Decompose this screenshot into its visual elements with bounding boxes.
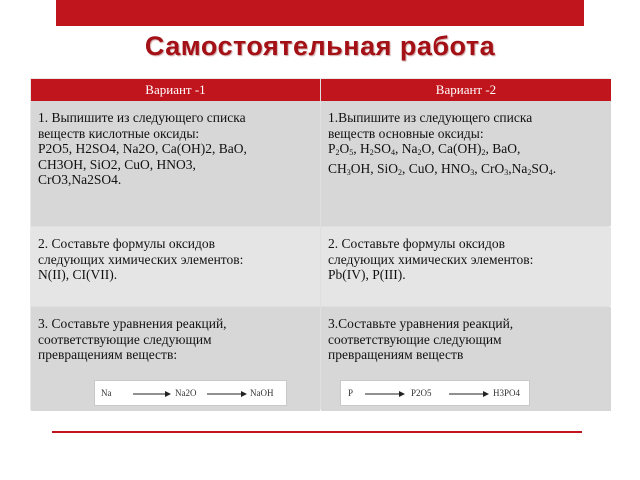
text-line: 2. Составьте формулы оксидов xyxy=(328,236,506,251)
text-line: 3. Составьте уравнения реакций, xyxy=(38,316,227,331)
variants-table xyxy=(30,78,610,410)
formula-line: $P_2O_5$, $H_2SO_4$, $Na_2O$, $Ca(OH)_2$, BaO, xyxy=(328,141,521,157)
variant2-transformation-chain xyxy=(340,380,530,406)
variant1-transformation-chain xyxy=(94,380,287,406)
chain-substance: Na xyxy=(101,388,112,398)
text-line: соответствующие следующим xyxy=(328,331,502,347)
chain-substance: NaOH xyxy=(250,388,274,398)
text-line: N(II), CI(VII). xyxy=(38,267,118,282)
formula-line: $CH_3OH$, SiO$_2$, CuO, $HNO_3$, $CrO_3,Na_2SO_4$. xyxy=(328,160,557,177)
text-line: 2. Составьте формулы оксидов xyxy=(38,236,216,251)
chain-substance: P xyxy=(348,388,354,398)
text-line: CrO3,Na2SO4. xyxy=(38,172,122,187)
chain-substance: P2O5 xyxy=(411,388,432,398)
variant1-task1 xyxy=(31,101,320,226)
text-line: следующих химических элементов: xyxy=(328,251,534,267)
top-accent-bar xyxy=(56,0,584,26)
arrow-head xyxy=(399,391,405,397)
text-line: следующих химических элементов: xyxy=(38,251,244,267)
variant1-task2 xyxy=(31,227,320,306)
arrow-head xyxy=(165,391,171,397)
slide-title: Самостоятельная работа xyxy=(144,31,496,61)
variant2-task1 xyxy=(321,101,611,226)
chain-substance: H3PO4 xyxy=(493,388,521,398)
header-variant-2: Вариант -2 xyxy=(321,79,611,101)
arrow-head xyxy=(241,391,247,397)
text-line: веществ основные оксиды: xyxy=(328,125,484,141)
text-line: P2O5, H2SO4, Na2O, Ca(OH)2, BaO, xyxy=(38,141,247,156)
text-line: 1. Выпишите из следующего списка xyxy=(38,110,246,125)
text-line: веществ кислотные оксиды: xyxy=(38,125,200,141)
bottom-accent-line xyxy=(52,431,582,433)
header-variant-1: Вариант -1 xyxy=(31,79,320,101)
text-line: превращениям веществ: xyxy=(38,347,178,362)
arrow-head xyxy=(483,391,489,397)
text-line: Pb(IV), P(III). xyxy=(328,267,406,282)
text-line: 1.Выпишите из следующего списка xyxy=(328,110,533,125)
chain-substance: Na2O xyxy=(175,388,197,398)
text-line: 3.Составьте уравнения реакций, xyxy=(328,316,514,331)
text-line: соответствующие следующим xyxy=(38,331,212,347)
text-line: превращениям веществ xyxy=(328,347,464,362)
text-line: CH3OH, SiO2, CuO, HNO3, xyxy=(38,156,196,172)
variant2-task2 xyxy=(321,227,611,306)
